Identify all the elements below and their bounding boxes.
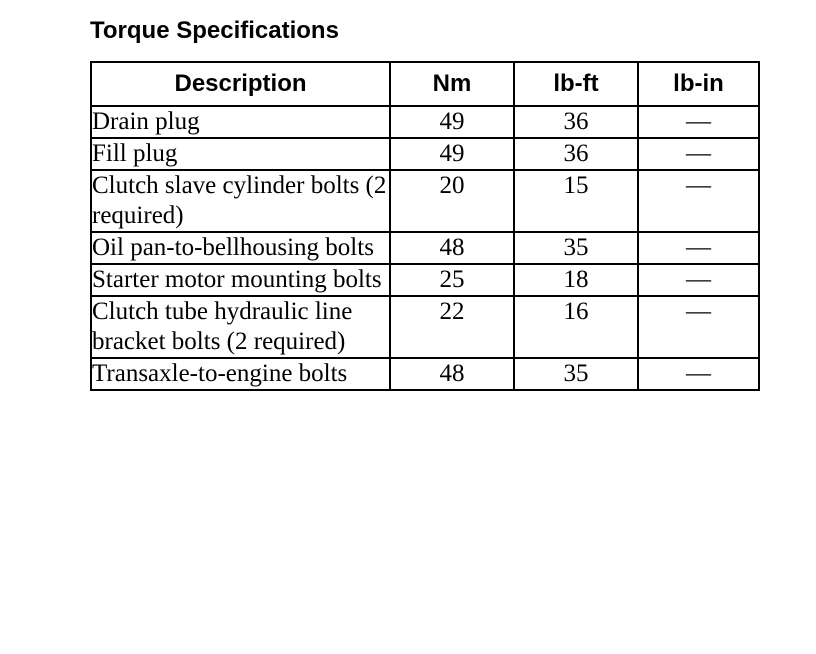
lb-in-cell: — — [638, 232, 759, 264]
description-cell: Transaxle-to-engine bolts — [91, 358, 390, 390]
table-row — [91, 106, 759, 138]
page-title: Torque Specifications — [90, 17, 339, 44]
description-cell: Fill plug — [91, 138, 390, 170]
lb-in-cell: — — [638, 106, 759, 138]
column-header-nm: Nm — [390, 62, 514, 106]
nm-cell: 49 — [390, 106, 514, 138]
description-cell: Clutch tube hydraulic line bracket bolts (2 required) — [91, 296, 390, 358]
table-header-row — [91, 62, 759, 106]
lb-in-cell: — — [638, 296, 759, 358]
lb-in-cell: — — [638, 264, 759, 296]
description-cell: Starter motor mounting bolts — [91, 264, 390, 296]
nm-cell: 49 — [390, 138, 514, 170]
nm-cell: 25 — [390, 264, 514, 296]
table-row — [91, 358, 759, 390]
table-row — [91, 138, 759, 170]
table-row — [91, 296, 759, 358]
table-row — [91, 232, 759, 264]
description-cell: Oil pan-to-bellhousing bolts — [91, 232, 390, 264]
lb-ft-cell: 35 — [514, 358, 638, 390]
table-row — [91, 264, 759, 296]
torque-spec-table — [90, 61, 760, 391]
lb-in-cell: — — [638, 358, 759, 390]
lb-in-cell: — — [638, 138, 759, 170]
lb-ft-cell: 15 — [514, 170, 638, 232]
lb-ft-cell: 18 — [514, 264, 638, 296]
lb-ft-cell: 16 — [514, 296, 638, 358]
column-header-description: Description — [91, 62, 390, 106]
column-header-lb-ft: lb-ft — [514, 62, 638, 106]
nm-cell: 48 — [390, 358, 514, 390]
lb-ft-cell: 36 — [514, 106, 638, 138]
lb-ft-cell: 36 — [514, 138, 638, 170]
nm-cell: 48 — [390, 232, 514, 264]
lb-in-cell: — — [638, 170, 759, 232]
description-cell: Clutch slave cylinder bolts (2 required) — [91, 170, 390, 232]
nm-cell: 20 — [390, 170, 514, 232]
description-cell: Drain plug — [91, 106, 390, 138]
lb-ft-cell: 35 — [514, 232, 638, 264]
column-header-lb-in: lb-in — [638, 62, 759, 106]
nm-cell: 22 — [390, 296, 514, 358]
table-row — [91, 170, 759, 232]
